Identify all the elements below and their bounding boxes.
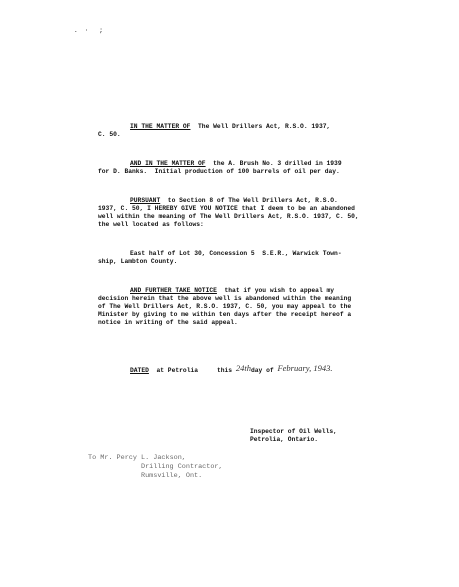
location-line-2: ship, Lambton County.	[98, 258, 178, 265]
pursuant-line-4: the well located as follows:	[98, 221, 204, 228]
signature-title: Inspector of Oil Wells,	[250, 428, 337, 435]
pursuant-text-1: to Section 8 of The Well Drillers Act, R.S.O.	[167, 197, 338, 204]
further-notice-line-2: decision herein that the above well is abandoned within the meaning	[98, 295, 352, 302]
location-line-1: East half of Lot 30, Concession 5 S.E.R., Warwick Town-	[130, 250, 342, 257]
dated-day-value: 24th	[235, 363, 251, 373]
second-matter-text: the A. Brush No. 3 drilled in 1939	[213, 160, 342, 167]
pursuant-line-1	[130, 197, 338, 204]
addressee-line-2: Drilling Contractor,	[141, 463, 223, 471]
further-notice-text-1: that if you wish to appeal my	[224, 287, 335, 294]
second-matter-line-2: for D. Banks. Initial production of 100 barrels of oil per day.	[98, 168, 340, 175]
scan-specks: . · ;	[74, 27, 103, 34]
second-matter-label: AND IN THE MATTER OF	[130, 160, 206, 167]
further-notice-line-4: Minister by giving to me within ten days after the receipt hereof a	[98, 311, 352, 318]
heading-line-1	[130, 123, 330, 130]
further-notice-line-5: notice in writing of the said appeal.	[98, 319, 238, 326]
addressee-line-1: To Mr. Percy L. Jackson,	[88, 454, 186, 462]
pursuant-line-3: well within the meaning of The Well Drillers Act, R.S.O. 1937, C. 50,	[98, 213, 359, 220]
heading-line-2: C. 50.	[98, 131, 121, 138]
dated-line	[130, 363, 333, 374]
dated-label: DATED	[130, 367, 149, 374]
further-notice-label: AND FURTHER TAKE NOTICE	[130, 287, 217, 294]
dated-this: this	[216, 367, 233, 374]
further-notice-line-3: of The Well Drillers Act, R.S.O. 1937, C. 50, you may appeal to the	[98, 303, 352, 310]
dated-month-year-value: February, 1943.	[277, 363, 333, 373]
second-matter-line-1	[130, 160, 342, 167]
signature-place: Petrolia, Ontario.	[250, 436, 319, 443]
heading-text: The Well Drillers Act, R.S.O. 1937,	[198, 123, 331, 130]
pursuant-label: PURSUANT	[130, 197, 161, 204]
heading-label: IN THE MATTER OF	[130, 123, 191, 130]
further-notice-line-1	[130, 287, 334, 294]
dated-place: at Petrolia	[156, 367, 199, 374]
pursuant-line-2: 1937, C. 50, I HEREBY GIVE YOU NOTICE that I deem to be an abandoned	[98, 205, 355, 212]
dated-day-of: day of	[250, 367, 274, 374]
addressee-line-3: Rumsville, Ont.	[141, 472, 203, 480]
